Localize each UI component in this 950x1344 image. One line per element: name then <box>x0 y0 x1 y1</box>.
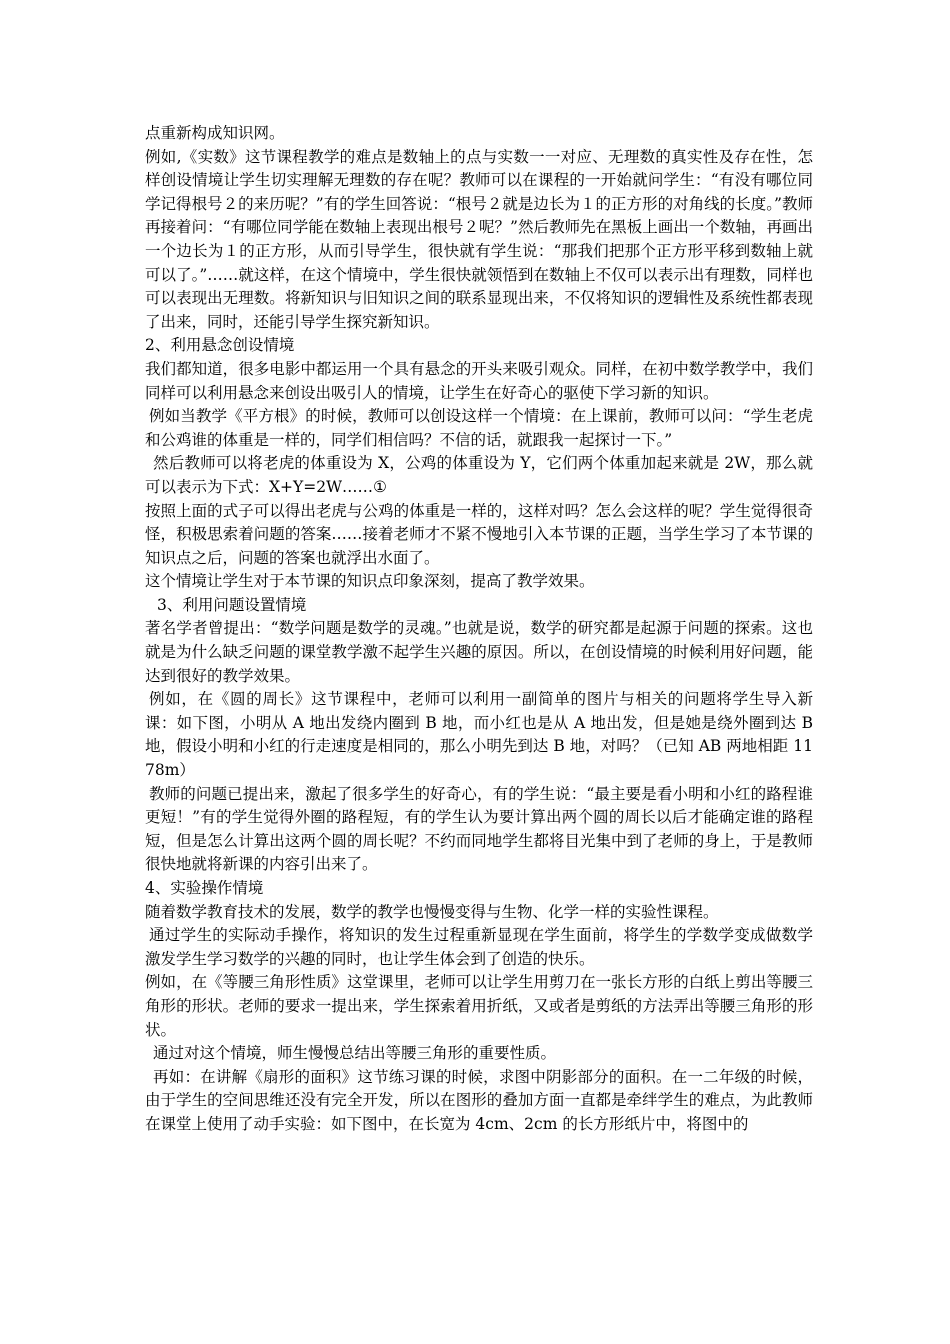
paragraph-intro-fragment: 点重新构成知识网。 <box>145 124 285 142</box>
document-page <box>145 122 813 1137</box>
paragraph-formula: 然后教师可以将老虎的体重设为 X，公鸡的体重设为 Y，它们两个体重加起来就是 2W，那么就可以表示为下式：X+Y=2W……① <box>145 454 813 496</box>
section-heading-experiment: 4、实验操作情境 <box>145 879 264 897</box>
paragraph-square-root-example: 例如当教学《平方根》的时候，教师可以创设这样一个情境：在上课前，教师可以问：“学生老虎和公鸡谁的体重是一样的，同学们相信吗？不信的话，就跟我一起探讨一下。” <box>145 407 813 449</box>
paragraph-suspense-conclusion: 这个情境让学生对于本节课的知识点印象深刻，提高了教学效果。 <box>145 572 595 591</box>
paragraph-questions-intro: 著名学者曾提出：“数学问题是数学的灵魂。”也就是说，数学的研究都是起源于问题的探索。这也就是为什么缺乏问题的课堂教学激不起学生兴趣的原因。所以，在创设情境的时候利用好问题，能达到很好的教学效果。 <box>145 619 813 685</box>
paragraph-isosceles-summary: 通过对这个情境，师生慢慢总结出等腰三角形的重要性质。 <box>153 1044 557 1063</box>
paragraph-formula-explanation: 按照上面的式子可以得出老虎与公鸡的体重是一样的，这样对吗？怎么会这样的呢？学生觉得很奇怪，积极思索着问题的答案……接着老师才不紧不慢地引入本节课的正题，当学生学习了本节课的知识点之后，问题的答案也就浮出水面了。 <box>145 501 813 567</box>
paragraph-real-numbers-example: 例如,《实数》这节课程教学的难点是数轴上的点与实数一一对应、无理数的真实性及存在性，怎样创设情境让学生切实理解无理数的存在呢？教师可以在课程的一开始就问学生：“有没有哪位同学记得根号２的来历呢？”有的学生回答说：“根号２就是边长为１的正方形的对角线的长度。”教师再接着问：“有哪位同学能在数轴上表现出根号２呢？”然后教师先在黑板上画出一个数轴，再画出一个边长为１的正方形，从而引导学生，很快就有学生说：“那我们把那个正方形平移到数轴上就可以了。”……就这样，在这个情境中，学生很快就领悟到在数轴上不仅可以表示出有理数，同样也可以表现出无理数。将新知识与旧知识之间的联系显现出来，不仅将知识的逻辑性及系统性都表现了出来，同时，还能引导学生探究新知识。 <box>145 147 813 331</box>
paragraph-isosceles-example: 例如，在《等腰三角形性质》这堂课里，老师可以让学生用剪刀在一张长方形的白纸上剪出等腰三角形的形状。老师的要求一提出来，学生探索着用折纸，又或者是剪纸的方法弄出等腰三角形的形状。 <box>145 973 813 1039</box>
section-heading-questions: 3、利用问题设置情境 <box>157 595 307 614</box>
section-heading-suspense: 2、利用悬念创设情境 <box>145 336 295 355</box>
paragraph-experiment-intro: 随着数学教育技术的发展，数学的教学也慢慢变得与生物、化学一样的实验性课程。 <box>145 902 719 921</box>
paragraph-suspense-intro: 我们都知道，很多电影中都运用一个具有悬念的开头来吸引观众。同样，在初中数学教学中，我们同样可以利用悬念来创设出吸引人的情境，让学生在好奇心的驱使下学习新的知识。 <box>145 359 813 402</box>
paragraph-circle-example: 例如，在《圆的周长》这节课程中，老师可以利用一副简单的图片与相关的问题将学生导入新课：如下图，小明从 A 地出发绕内圈到 B 地，而小红也是从 A 地出发，但是她是绕外圈到达 B 地，假设小明和小红的行走速度是相同的，那么小明先到达 B 地，对吗？（已知 AB 两地相距 1178m） <box>145 690 813 780</box>
paragraph-circle-discussion: 教师的问题已提出来，激起了很多学生的好奇心，有的学生说：“最主要是看小明和小红的路程谁更短！”有的学生觉得外圈的路程短，有的学生认为要计算出两个圆的周长以后才能确定谁的路程短，但是怎么计算出这两个圆的周长呢？不约而同地学生都将目光集中到了老师的身上，于是教师很快地就将新课的内容引出来了。 <box>145 784 813 874</box>
paragraph-sector-example: 再如：在讲解《扇形的面积》这节练习课的时候，求图中阴影部分的面积。在一二年级的时候，由于学生的空间思维还没有完全开发，所以在图形的叠加方面一直都是牵绊学生的难点，为此教师在课堂上使用了动手实验：如下图中，在长宽为 4cm、2cm 的长方形纸片中，将图中的 <box>145 1067 813 1133</box>
paragraph-hands-on: 通过学生的实际动手操作，将知识的发生过程重新显现在学生面前，将学生的学数学变成做数学激发学生学习数学的兴趣的同时，也让学生体会到了创造的快乐。 <box>145 926 813 968</box>
